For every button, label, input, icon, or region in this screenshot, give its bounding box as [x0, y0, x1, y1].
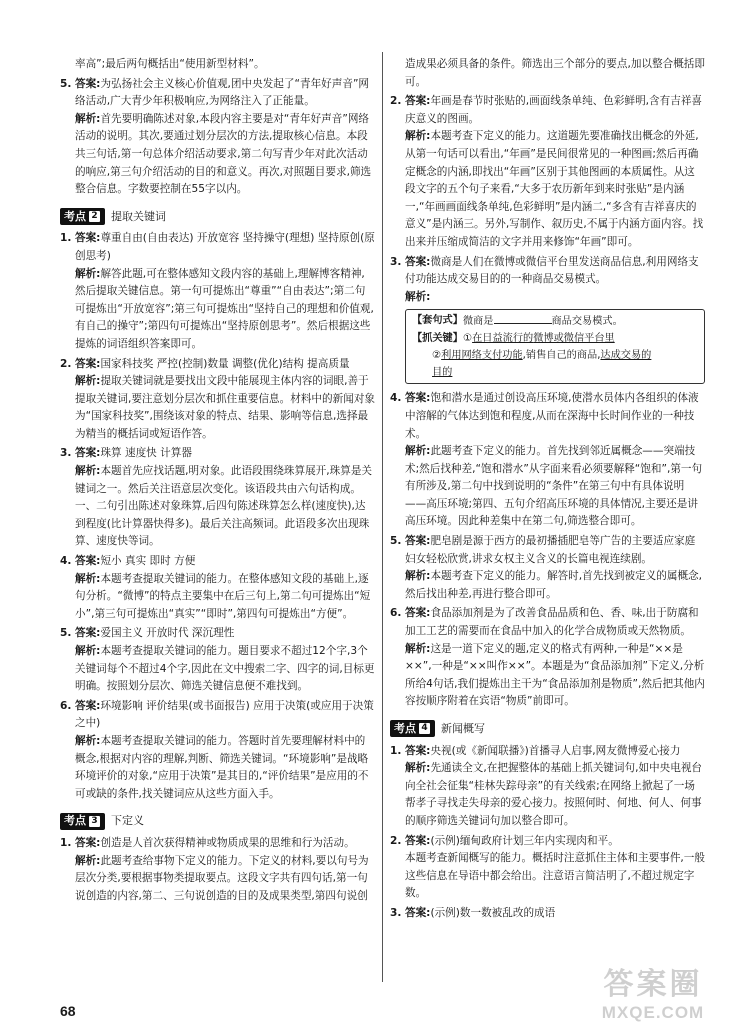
section-tag: 考点 3: [60, 813, 105, 830]
analysis-6: 解析:这是一道下定义的题,定义的格式有两种,一种是“××是××”,一种是“××叫作××”。本题是为“食品添加剂”下定义,分析所给4句话,我们提炼出主干为“食品添加剂是物质”,然后把其他内容按顺序附着在宾语“物质”前即可。: [405, 642, 705, 708]
analysis-3: 解析:: [405, 290, 431, 303]
tip-box: [405, 309, 705, 384]
analysis-3: 解析:本题首先应找话题,明对象。此语段围绕珠算展开,珠算是关键词之一。然后关注语意层次变化。该语段共由六句话构成。一、二句引出陈述对象珠算,后四句陈述珠算怎么样(速度快),达到程度(比计算器快得多)。最后关注高频词。此语段多次出现珠算、速度快等词。: [75, 465, 373, 548]
analysis-4: 解析:本题考查提取关键词的能力。在整体感知文段的基础上,逐句分析。“微博”的特点主要集中在后三句上,第二句可提炼出“短小”,第三句可提炼出“真实”“即时”,第四句可提炼出“方便”。: [75, 572, 371, 620]
answer-5: 5. 答案:肥皂剧是源于西方的最初播插肥皂等广告的主要适应家庭妇女轻松欣赏,讲求女权主义含义的长篇电视连续剧。: [390, 535, 696, 565]
left-column: [60, 56, 375, 905]
tip-row-keys-3: 目的: [432, 367, 453, 379]
section-title: 新闻概写: [441, 722, 485, 735]
section-header-3: [60, 812, 375, 830]
answer-4: 4. 答案:短小 真实 即时 方便: [60, 555, 196, 568]
answer-6: 6. 答案:食品添加剂是为了改善食品品质和色、香、味,出于防腐和加工工艺的需要而在食品中加入的化学合成物质或天然物质。: [390, 607, 699, 638]
analysis-2: 解析:本题考查下定义的能力。这道题先要准确找出概念的外延,从第一句话可以看出,“年画”是民间很常见的一种图画;然后再确定概念的内涵,即找出“年画”区别于其他图画的本质属性。从这段文字的五个句子来看,“大多于农历新年到来时张贴”是内涵一,“年画画面线条单纯,色彩鲜明”是内涵二,“多含有吉祥喜庆的意义”是内涵三。另外,写制作、叙历史,不属于内涵方面内容。找出来并压缩成简洁的文字并用来修饰“年画”即可。: [405, 130, 704, 248]
answer-2: 2. 答案:年画是春节时张贴的,画面线条单纯、色彩鲜明,含有吉祥喜庆意义的图画。: [390, 95, 703, 125]
analysis-1: 解析:解答此题,可在整体感知文段内容的基础上,理解博客精神,然后提取关键信息。第一句可提炼出“尊重”“自由表达”;第二句可提炼出“开放宽容”;第三句可提炼出“坚持自己的理想和价值观,有自己的操守”;第四句可提炼出“坚持原创思考”。然后根据这些提炼的词语组织答案即可。: [75, 267, 374, 350]
analysis-5: 解析:首先要明确陈述对象,本段内容主要是对“青年好声音”网络活动的说明。其次,要通过划分层次的方法,提取核心信息。本段共三句话,第一句总体介绍活动要求,第二句写青少年对此次活动的响应,第三句介绍活动的目的和意义。再次,对照题目要求,筛选整合信息。字数要控制在55字以内。: [75, 112, 372, 196]
answer-2: 2. 答案:国家科技奖 严控(控制)数量 调整(优化)结构 提高质量: [60, 357, 350, 370]
section-title: 提取关键词: [111, 209, 166, 223]
column-divider: [382, 52, 383, 982]
answer-3: 3. 答案:(示例)数一数被乱改的成语: [390, 906, 556, 919]
analysis-4: 解析:此题考查下定义的能力。首先找到邻近属概念——突端技术;然后找种差,“饱和潜水”从字面来看必须要解释“饱和”,第一句有所涉及,第二句中找到说明的“条件”在第三句中有具体说明——高压环境;第四、五句介绍高压环境的具体情况,主要还是讲高压环境。因此种差集中在第二句,筛选整合即可。: [405, 445, 703, 528]
answer-4: 4. 答案:饱和潜水是通过创设高压环境,使潜水员体内各组织的体液中溶解的气体达到饱和程度,从而在深海中长时间作业的一种技术。: [390, 392, 699, 440]
answer-3: 3. 答案:珠算 速度快 计算器: [60, 447, 192, 460]
answer-5: 5. 答案:为弘扬社会主义核心价值观,团中央发起了“青年好声音”网络活动,广大青少年积极响应,为网络注入了正能量。: [60, 77, 370, 108]
blank-line: [494, 312, 552, 324]
tip-row-pattern: 【套句式】 微商是 商品交易模式。: [412, 312, 698, 330]
answer-3: 3. 答案:微商是人们在微博或微信平台里发送商品信息,利用网络支付功能达成交易目的的一种商品交易模式。: [390, 255, 699, 286]
watermark-logo: 答案圈 MXQE.COM: [601, 968, 705, 1022]
right-column: [390, 56, 705, 923]
section-header-4: [390, 720, 705, 738]
analysis-6: 解析:本题考查提取关键词的能力。答题时首先要理解材料中的概念,根据对内容的理解,判断、筛选关键词。“环境影响”是战略环境评价的对象,“应用于决策”是其目的,“评价结果”是应用的不可或缺的条件,找关键词应从这些方面入手。: [75, 734, 369, 800]
analysis-5: 解析:本题考查下定义的能力。解答时,首先找到被定义的属概念,然后找出种差,再进行整合即可。: [405, 570, 703, 600]
answer-1: 1. 答案:央视(或《新闻联播》)首播寻人启事,网友微博爱心接力: [390, 744, 681, 757]
analysis-2: 解析:提取关键词就是要找出文段中能展现主体内容的词眼,善于提取关键词,要注意划分层次和抓住重要信息。材料中的新闻对象为“国家科技奖”,围绕该对象的特点、结果、影响等信息,选择最为精当的概括词或短语作答。: [75, 375, 375, 440]
answer-2: 2. 答案:(示例)缅甸政府计划三年内实现肉和平。: [390, 834, 619, 847]
answer-6: 6. 答案:环境影响 评价结果(或书面报告) 应用于决策(或应用于决策之中): [60, 699, 374, 730]
analysis-2: 本题考查新闻概写的能力。概括时注意抓住主体和主要事件,一般这些信息在导语中都会给出。注意语言简洁明了,不超过规定字数。: [405, 852, 705, 900]
answer-5b: 5. 答案:爱国主义 开放时代 深沉理性: [60, 627, 235, 640]
continued-text: 率高”;最后两句概括出“使用新型材料”。: [75, 58, 265, 70]
analysis-1: 解析:先通读全文,在把握整体的基础上抓关键词句,如中央电视台向全社会征集“桂林失踪母亲”的有关线索;在网络上掀起了一场帮孝子寻找走失母亲的爱心接力。按照何时、何地、何人、何事的顺序筛选关键词句加以整合即可。: [405, 762, 703, 827]
answer-1: 1. 答案:创造是人首次获得精神或物质成果的思维和行为活动。: [60, 836, 355, 849]
analysis-5b: 解析:本题考查提取关键词的能力。题目要求不超过12个字,3个关键词每个不超过4个字,因此在文中搜索二字、四字的词,目标更明确。按照划分层次、筛选关键信息便不难找到。: [75, 645, 375, 693]
section-title: 下定义: [111, 814, 144, 828]
tip-row-keys-2: ②利用网络支付功能,销售自己的商品,达成交易的: [432, 350, 652, 362]
section-tag: 考点 2: [60, 208, 105, 225]
answer-1: 1. 答案:尊重自由(自由表达) 开放宽容 坚持操守(理想) 坚持原创(原创思考): [60, 232, 375, 262]
analysis-1: 解析:此题考查给事物下定义的能力。下定义的材料,要以句号为层次分类,要根据事物类提取要点。这段文字共有四句话,第一句说创造的内容,第二、三句说创造的目的及成果类型,第四句说创: [75, 854, 369, 902]
section-header-2: [60, 208, 375, 226]
page-number: 68: [60, 1003, 76, 1019]
section-tag: 考点 4: [390, 720, 435, 737]
tip-row-keys: 【抓关键】 ①在日益流行的微博或微信平台里: [412, 333, 615, 345]
continued-text: 造成果必须具备的条件。筛选出三个部分的要点,加以整合概括即可。: [405, 58, 705, 88]
